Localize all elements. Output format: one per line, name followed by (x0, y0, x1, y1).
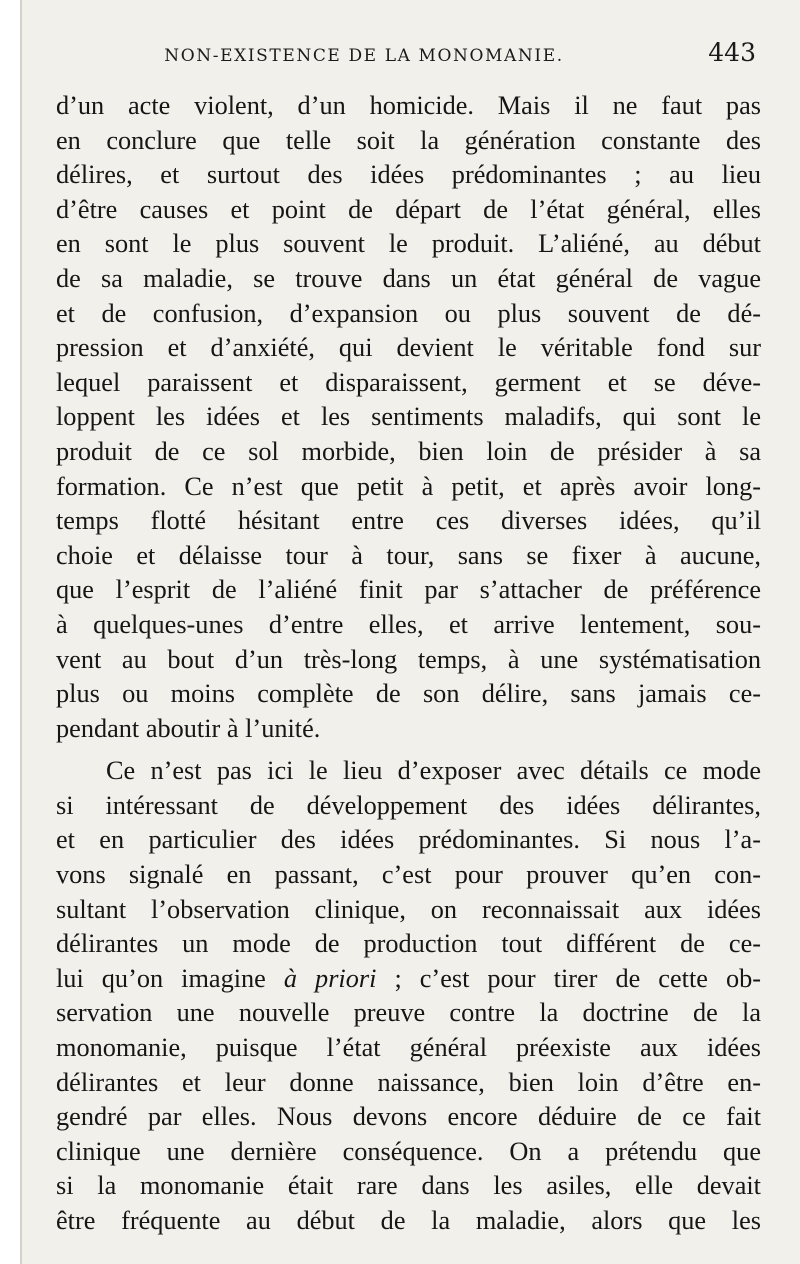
page-number: 443 (708, 38, 756, 67)
text-line: pression et d’anxiété, qui devient le véritable fond sur (56, 333, 761, 363)
body-text (56, 89, 761, 1239)
text-line: Ce n’est pas ici le lieu d’exposer avec détails ce mode (106, 756, 761, 786)
paragraph-2 (56, 754, 761, 1238)
text-fragment: ; c’est pour tirer de cette ob- (376, 963, 761, 993)
text-line: de sa maladie, se trouve dans un état général de vague (56, 263, 761, 293)
text-line: vons signalé en passant, c’est pour prouver qu’en con- (56, 860, 761, 890)
text-line: choie et délaisse tour à tour, sans se fixer à aucune, (56, 540, 761, 570)
text-line: et de confusion, d’expansion ou plus souvent de dé- (56, 298, 761, 328)
text-line: formation. Ce n’est que petit à petit, et après avoir long- (56, 471, 761, 501)
text-line: en sont le plus souvent le produit. L’aliéné, au début (56, 229, 761, 259)
text-line: si la monomanie était rare dans les asiles, elle devait (56, 1171, 761, 1201)
page-edge (20, 0, 22, 1264)
page-header (56, 38, 756, 72)
text-line: d’être causes et point de départ de l’état général, elles (56, 194, 761, 224)
italic-phrase: à priori (283, 963, 377, 993)
text-line: servation une nouvelle preuve contre la doctrine de la (56, 998, 761, 1028)
text-line: gendré par elles. Nous devons encore déduire de ce fait (56, 1102, 761, 1132)
text-line: être fréquente au début de la maladie, alors que les (56, 1206, 761, 1235)
text-line: et en particulier des idées prédominantes. Si nous l’a- (56, 825, 761, 855)
text-line: plus ou moins complète de son délire, sans jamais ce- (56, 679, 761, 709)
text-line: pendant aboutir à l’unité. (56, 713, 321, 743)
text-line: produit de ce sol morbide, bien loin de présider à sa (56, 436, 761, 466)
text-line: lequel paraissent et disparaissent, germent et se déve- (56, 367, 761, 397)
text-line: loppent les idées et les sentiments maladifs, qui sont le (56, 402, 761, 432)
paragraph-1 (56, 89, 761, 746)
text-line: à quelques-unes d’entre elles, et arrive lentement, sou- (56, 609, 761, 639)
text-line: délirantes et leur donne naissance, bien loin d’être en- (56, 1067, 761, 1097)
text-line: clinique une dernière conséquence. On a prétendu que (56, 1136, 761, 1166)
text-line: délires, et surtout des idées prédominantes ; au lieu (56, 160, 761, 190)
text-line: d’un acte violent, d’un homicide. Mais il ne faut pas (56, 91, 761, 120)
text-line-with-italic (56, 962, 761, 997)
text-line: monomanie, puisque l’état général préexiste aux idées (56, 1033, 761, 1063)
text-line: délirantes un mode de production tout différent de ce- (56, 929, 761, 959)
text-line: temps flotté hésitant entre ces diverses idées, qu’il (56, 506, 761, 536)
book-page (20, 0, 800, 1264)
text-line: en conclure que telle soit la génération constante des (56, 125, 761, 155)
text-line: si intéressant de développement des idées délirantes, (56, 790, 761, 820)
text-line: vent au bout d’un très-long temps, à une systématisation (56, 644, 761, 674)
running-head: NON-EXISTENCE DE LA MONOMANIE. (164, 46, 564, 66)
text-line: que l’esprit de l’aliéné finit par s’attacher de préférence (56, 575, 761, 605)
text-line: sultant l’observation clinique, on reconnaissait aux idées (56, 894, 761, 924)
text-fragment: lui qu’on imagine (56, 963, 284, 993)
